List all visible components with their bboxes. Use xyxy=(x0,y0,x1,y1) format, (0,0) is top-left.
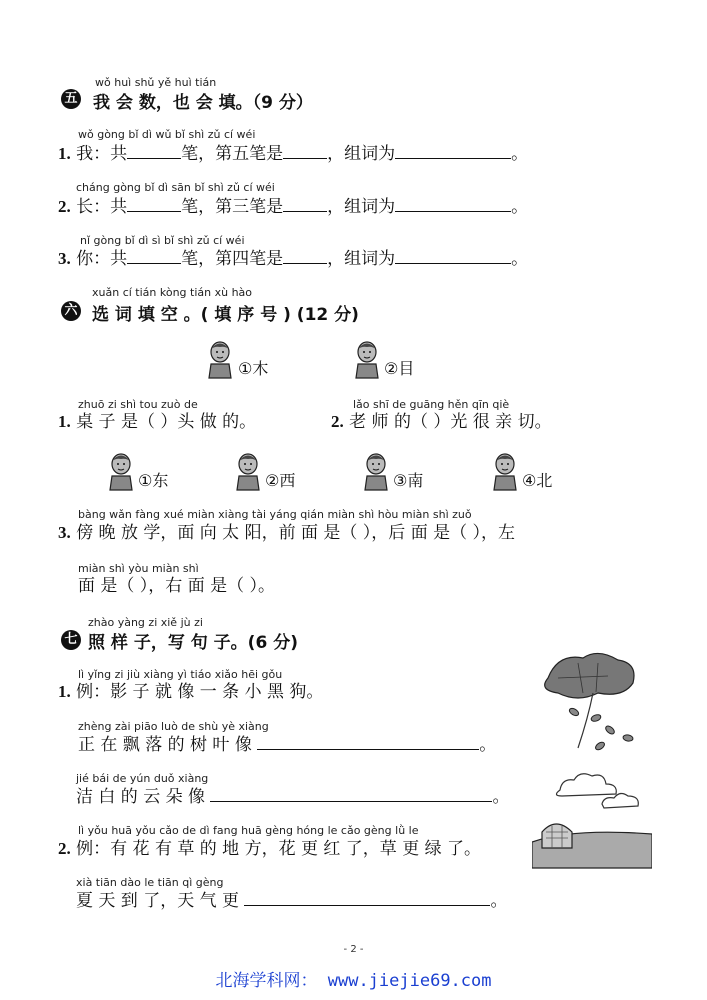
s5-q3-end: 。 xyxy=(511,249,529,269)
s6-q2-num: 2. xyxy=(331,412,344,431)
page-number: - 2 - xyxy=(343,944,364,955)
s5-q1 xyxy=(58,143,528,165)
s5-q3-pre: 你：共 xyxy=(76,249,128,269)
s5-q1-blank3[interactable] xyxy=(395,144,511,159)
s5-q3-blank2[interactable] xyxy=(283,249,327,264)
s5-q2-end: 。 xyxy=(511,197,529,217)
s7-s1-end: 。 xyxy=(479,735,497,755)
section5-badge: 五 xyxy=(61,89,81,109)
s6-opt2-d: ④北 xyxy=(522,471,553,490)
s7-ex2-text: 例：有 花 有 草 的 地 方，花 更 红 了，草 更 绿 了。 xyxy=(76,839,482,859)
s6-opt1-b: ②目 xyxy=(384,359,415,378)
s6-q3-text: 傍 晚 放 学，面 向 太 阳，前 面 是（ ），后 面 是（ ），左 xyxy=(76,523,516,543)
s5-q1-post: ，组词为 xyxy=(327,144,396,164)
s6-q3b-pinyin: miàn shì yòu miàn shì xyxy=(78,562,199,575)
section5-title: 我 会 数，也 会 填。（9 分） xyxy=(93,93,313,113)
s5-q3 xyxy=(58,248,528,270)
s6-q2-text: 老 师 的（ ）光 很 亲 切。 xyxy=(349,412,552,432)
s7-s2-end: 。 xyxy=(492,787,510,807)
s5-q1-end: 。 xyxy=(511,144,529,164)
s7-s2 xyxy=(76,786,509,808)
s5-q3-post: ，组词为 xyxy=(327,249,396,269)
s7-ex2-pinyin: lì yǒu huā yǒu cǎo de dì fang huā gèng hóng le cǎo gèng lǜ le xyxy=(78,824,419,837)
s5-q2-num: 2. xyxy=(58,197,71,216)
s7-s2-pinyin: jié bái de yún duǒ xiàng xyxy=(76,772,209,785)
s5-q3-blank1[interactable] xyxy=(127,249,181,264)
s7-s2-blank[interactable] xyxy=(210,787,492,802)
s5-q1-num: 1. xyxy=(58,144,71,163)
s6-q1 xyxy=(58,411,256,433)
s5-q3-num: 3. xyxy=(58,249,71,268)
s6-opt1-a: ①木 xyxy=(238,359,269,378)
s6-q3b: 面 是（ ），右 面 是（ ）。 xyxy=(78,576,276,596)
section7-badge: 七 xyxy=(61,630,81,650)
section7-title-pinyin: zhào yàng zi xiě jù zi xyxy=(88,616,203,629)
s6-opt2-a: ①东 xyxy=(138,471,169,490)
section5-title-pinyin: wǒ huì shǔ yě huì tián xyxy=(95,76,217,89)
s5-q1-pinyin: wǒ gòng bǐ dì wǔ bǐ shì zǔ cí wéi xyxy=(78,128,256,141)
s6-q2-pinyin: lǎo shī de guāng hěn qīn qiè xyxy=(353,398,510,411)
s7-s3-blank[interactable] xyxy=(244,891,490,906)
s7-s3-text: 夏 天 到 了，天 气 更 xyxy=(76,891,240,911)
s5-q3-blank3[interactable] xyxy=(395,249,511,264)
child-icon xyxy=(490,452,520,492)
s7-ex1-text: 例：影 子 就 像 一 条 小 黑 狗。 xyxy=(76,682,324,702)
s7-s1-text: 正 在 飘 落 的 树 叶 像 xyxy=(78,735,252,755)
section6-badge: 六 xyxy=(61,301,81,321)
s5-q1-blank2[interactable] xyxy=(283,144,327,159)
s5-q2-blank3[interactable] xyxy=(395,197,511,212)
s6-opt2-b: ②西 xyxy=(265,471,296,490)
s7-s1-pinyin: zhèng zài piāo luò de shù yè xiàng xyxy=(78,720,269,733)
s7-ex1-num: 1. xyxy=(58,682,71,701)
s7-s3 xyxy=(76,890,507,912)
child-icon xyxy=(352,340,382,380)
s5-q1-pre: 我：共 xyxy=(76,144,128,164)
s7-ex1-pinyin: lì yǐng zi jiù xiàng yì tiáo xiǎo hēi gǒu xyxy=(78,668,283,681)
s5-q2-pre: 长：共 xyxy=(76,197,128,217)
s6-q3 xyxy=(58,522,515,544)
s6-q1-pinyin: zhuō zi shì tou zuò de xyxy=(78,398,198,411)
s7-ex2-num: 2. xyxy=(58,839,71,858)
falling-leaves-illustration xyxy=(538,648,648,758)
s7-s3-end: 。 xyxy=(490,891,508,911)
s5-q3-pinyin: nǐ gòng bǐ dì sì bǐ shì zǔ cí wéi xyxy=(80,234,245,247)
child-icon xyxy=(361,452,391,492)
s5-q2 xyxy=(58,196,528,218)
clouds-yurt-illustration xyxy=(532,768,652,878)
s7-s2-text: 洁 白 的 云 朵 像 xyxy=(76,787,206,807)
s5-q3-mid: 笔，第四笔是 xyxy=(181,249,284,269)
s7-s3-pinyin: xià tiān dào le tiān qì gèng xyxy=(76,876,224,889)
s6-opt2-c: ③南 xyxy=(393,471,424,490)
child-icon xyxy=(106,452,136,492)
s5-q2-blank1[interactable] xyxy=(127,197,181,212)
s5-q1-blank1[interactable] xyxy=(127,144,181,159)
s5-q2-pinyin: cháng gòng bǐ dì sān bǐ shì zǔ cí wéi xyxy=(76,181,275,194)
s6-q1-num: 1. xyxy=(58,412,71,431)
s6-q2 xyxy=(331,411,552,433)
s5-q1-mid: 笔，第五笔是 xyxy=(181,144,284,164)
s7-ex1 xyxy=(58,681,323,703)
s5-q2-post: ，组词为 xyxy=(327,197,396,217)
s5-q2-blank2[interactable] xyxy=(283,197,327,212)
s6-q1-text: 桌 子 是（ ）头 做 的。 xyxy=(76,412,257,432)
s6-q3-pinyin: bàng wǎn fàng xué miàn xiàng tài yáng qián miàn shì hòu miàn shì zuǒ xyxy=(78,508,472,521)
section6-title-pinyin: xuǎn cí tián kòng tián xù hào xyxy=(92,286,253,299)
s6-q3-num: 3. xyxy=(58,523,71,542)
section6-title: 选 词 填 空 。( 填 序 号 ) (12 分) xyxy=(92,305,359,325)
section7-title: 照 样 子，写 句 子。(6 分) xyxy=(88,633,298,653)
s7-s1-blank[interactable] xyxy=(257,735,479,750)
child-icon xyxy=(205,340,235,380)
s5-q2-mid: 笔，第三笔是 xyxy=(181,197,284,217)
footer-watermark[interactable]: 北海学科网： www.jiejie69.com xyxy=(215,971,492,991)
s7-ex2 xyxy=(58,838,481,860)
s7-s1 xyxy=(78,734,496,756)
child-icon xyxy=(233,452,263,492)
